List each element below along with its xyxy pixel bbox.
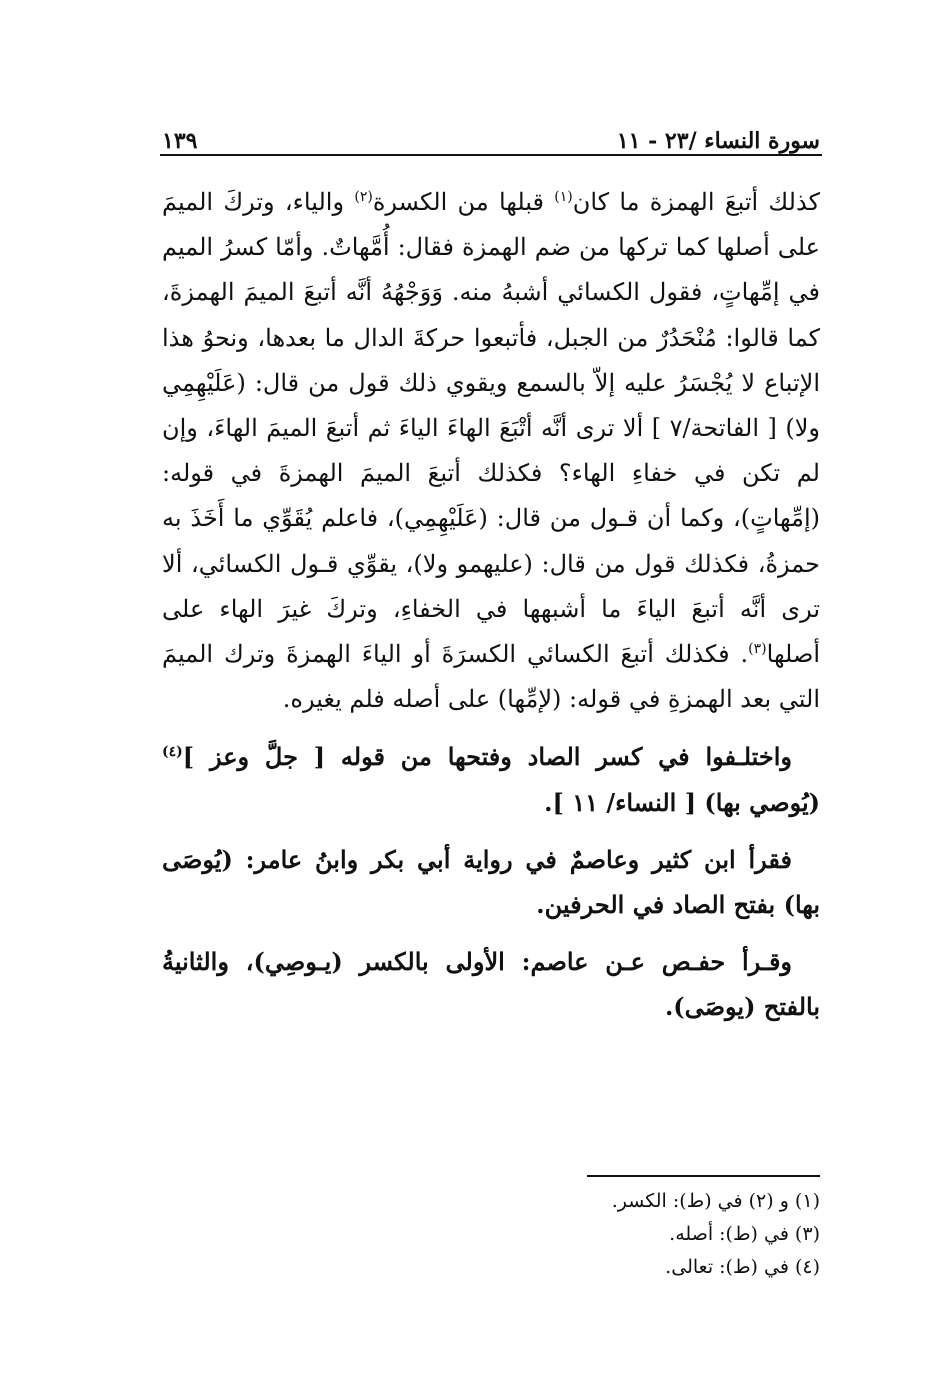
chapter-title: سورة النساء /٢٣ - ١١	[616, 128, 820, 154]
footnote-2: (٣) في (ط): أصله.	[669, 1223, 820, 1245]
text-segment: (يُوصي بها) [ النساء/ ١١ ].	[544, 787, 820, 817]
text-segment: قبلها من الكسرة	[372, 188, 555, 216]
footnote-ref-1: (١)	[554, 189, 573, 205]
text-segment: كذلك أتبعَ الهمزة ما كان	[572, 188, 820, 216]
footnote-ref-4: (٤)	[162, 744, 183, 761]
footnote-1: (١) و (٢) في (ط): الكسر.	[611, 1190, 820, 1212]
paragraph-variant-heading	[162, 734, 820, 824]
paragraph-reading-2: وقـرأ حفـص عـن عاصم: الأولى بالكسر (يـوصِي)، والثانيةُ بالفتح (يوصَى).	[162, 947, 820, 1022]
page-number: ١٣٩	[162, 128, 198, 154]
running-head	[162, 120, 820, 154]
footnote-ref-3: (٣)	[748, 641, 767, 658]
footnote-3: (٤) في (ط): تعالى.	[665, 1256, 820, 1278]
paragraph-reading-1: فقرأ ابن كثير وعاصمٌ في رواية أبي بكر وابنُ عامر: (يُوصَى بها) بفتح الصاد في الحرفين.	[162, 844, 820, 920]
text-segment: واختلـفوا في كسر الصاد وفتحها من قوله [ جلَّ وعز ]	[182, 742, 792, 772]
footnotes	[420, 1185, 820, 1284]
text-segment: والياء، وتركَ الميمَ على أصلها كما تركها من ضم الهمزة فقال: أُمَّهاتٌ. وأمّا كسرُ الميم في إمِّهاتٍ، فقول الكسائي أشبهُ منه. وَوَجْهُهُ أنَّه أتبعَ الميمَ الهمزةَ، كما قالوا: مُنْحَدُرٌ من الجبل، فأتبعوا حركةَ الدال ما بعدها، ونحوُ هذا الإتباع لا يُجْسَرُ عليه إلاّ بالسمع ويقوي ذلك قول من قال: (عَلَيْهِمِي ولا) [ الفاتحة/٧ ] ألا ترى أنَّه أتْبَعَ الهاءَ الياءَ ثم أتبعَ الميمَ الهاءَ، وإن لم تكن في خفاءِ الهاء؟ فكذلك أتبعَ الميمَ الهمزةَ في قوله: (إمِّهاتٍ)، وكما أن قـول من قال: (عَلَيْهِمِي)، فاعلم يُقَوِّي ما أَخَذَ به حمزةُ، فكذلك قول من قال: (عليهمو ولا)، يقوِّي قـول الكسائي، ألا ترى أنَّه أتبعَ الياءَ ما أشبهها في الخفاءِ، وتركَ غيرَ الهاء على أصلها	[162, 188, 821, 669]
footnote-rule	[587, 1175, 820, 1177]
header-rule	[160, 154, 822, 156]
footnote-ref-2: (٢)	[354, 189, 373, 205]
text-segment: . فكذلك أتبعَ الكسائي الكسرَةَ أو الياءَ الهمزةَ وترك الميمَ التي بعد الهمزةِ في قوله: (لإمِّها) على أصله فلم يغيره.	[162, 640, 820, 714]
main-text	[162, 180, 820, 1030]
paragraph-commentary	[162, 180, 820, 722]
